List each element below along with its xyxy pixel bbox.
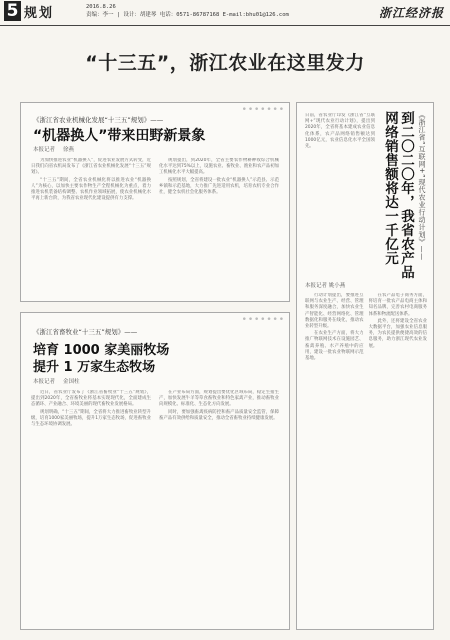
paragraph: 在农业生产方面，将大力推广物联网技术在设施园艺、畜禽养殖、水产养殖中的应用，建设一批农业物联网示范基地。	[305, 331, 364, 362]
paragraph: 规划提出，到2020年，全省主要农作物耕种收综合机械化水平达到75%以上，设施农业、畜牧业、渔业和农产品初加工机械化水平大幅提高。	[159, 158, 279, 176]
text-column	[31, 158, 151, 296]
main-title: “十三五”，浙江农业在这里发力	[85, 52, 365, 74]
text-column	[31, 390, 151, 622]
byline-author: 金国柱	[63, 379, 80, 385]
decorative-dots: • • • • • • •	[241, 105, 283, 115]
article-body	[31, 158, 279, 296]
text-column	[369, 293, 428, 621]
header-editor-line: 责编：李一 | 设计：胡建琴 电话：0571-86787168 E-mail:bhu01@126.com	[86, 12, 289, 18]
text-column	[305, 293, 364, 621]
paragraph: 同时，要加强畜禽疫病防控和畜产品质量安全监管，保障畜产品有效供给和质量安全，推动全省畜牧业持续健康发展。	[159, 409, 279, 421]
article-kicker: 《浙江省“互联网+”现代农业行动计划》——	[418, 111, 426, 261]
newspaper-name: 浙江经济报	[378, 6, 444, 20]
article-headline: “机器换人”带来田野新景象	[33, 128, 206, 144]
byline-source: 本报记者	[33, 379, 56, 385]
vertical-headline-block	[382, 111, 427, 281]
article-headline-line1: 培育 1000 家美丽牧场	[33, 343, 170, 358]
paragraph: 按照规划，全省将建设一批农业“机器换人”示范县、示范乡镇和示范基地，大力推广先进适用农机，培育农机专业合作社，健全农机社会化服务体系。	[159, 177, 279, 196]
article-kicker: 《浙江省农业机械化发展“十三五”规划》——	[33, 116, 164, 124]
text-column	[159, 158, 279, 296]
paragraph: 在产业布局方面，规划提出要优化区域布局，稳定生猪生产，加快发展牛羊等草食畜牧业和特色家禽产业，推动畜牧业向规模化、标准化、生态化方向发展。	[159, 390, 279, 408]
article-kicker: 《浙江省畜牧业“十三五”规划》——	[33, 328, 138, 336]
article-internet-agriculture	[296, 102, 434, 630]
article-byline	[305, 281, 345, 289]
paragraph: 规划明确，“十三五”期间，全省将大力推进畜牧业转型升级，培育1000家美丽牧场，提升1万家生态牧场，促进畜牧业与生态环境协调发展。	[31, 409, 151, 428]
paragraph: 在农产品电子商务方面，将培育一批农产品电商主体和知名品牌，完善农村电商服务体系和物流配送体系。	[368, 293, 427, 317]
byline-author: 姚小燕	[328, 283, 346, 289]
article-body	[305, 293, 427, 621]
article-livestock	[20, 312, 290, 630]
paragraph: 此外，还将建设全省农业大数据平台，加强农业信息服务，为农民提供便捷高效的信息服务，助力浙江现代农业发展。	[368, 318, 427, 349]
article-byline	[33, 377, 88, 385]
byline-source: 本报记者	[33, 147, 56, 153]
article-headline: 到二〇二〇年，我省农产品网络销售额将达一千亿元	[382, 111, 414, 279]
paragraph: “十三五”期间，全省农业机械化将以推进农业“机器换人”为核心，以加快主要农作物生产全程机械化为重点，着力推进农机装备结构调整、农机作业领域拓展，使农业机械化水平再上新台阶，为我省农业现代化建设提供有力支撑。	[31, 177, 151, 202]
byline-author: 徐燕	[63, 147, 75, 153]
page-number: 5	[4, 1, 21, 21]
article-byline	[33, 145, 82, 153]
paragraph: 为加快推进农业“机器换人”，促进农业发展方式转变，近日我们向省农机局发布了《浙江省农业机械化发展“十三五”规划》。	[31, 158, 151, 176]
article-body	[31, 390, 279, 622]
paragraph: 行动计划提出，要推进互联网与农业生产、经营、管理和服务深度融合，加快农业生产智能化、经营网络化、管理数据化和服务在线化，推动农业转型升级。	[305, 293, 364, 330]
header-date: 2016.8.26	[86, 4, 116, 10]
article-headline-line2: 提升 1 万家生态牧场	[33, 360, 156, 375]
page-header	[0, 0, 450, 26]
text-column	[159, 390, 279, 622]
header-meta	[86, 3, 326, 19]
article-machinery	[20, 102, 290, 302]
section-title: 规划	[24, 6, 55, 21]
byline-source: 本报记者	[305, 283, 328, 289]
article-intro: 日前，省农业厅印发《浙江省“互联网+”现代农业行动计划》，提出到2020年，全省将基本建成农业信息化体系，农产品网络销售额达到1000亿元，农业信息化水平全国领先。	[305, 113, 375, 150]
decorative-dots: • • • • • • •	[241, 315, 283, 325]
paragraph: 近日，省农业厅发布了《浙江省畜牧业“十三五”规划》，提出到2020年，全省畜牧业将基本实现现代化，全面建成生态循环、产业融合、环境美丽的现代畜牧业发展格局。	[31, 390, 151, 408]
